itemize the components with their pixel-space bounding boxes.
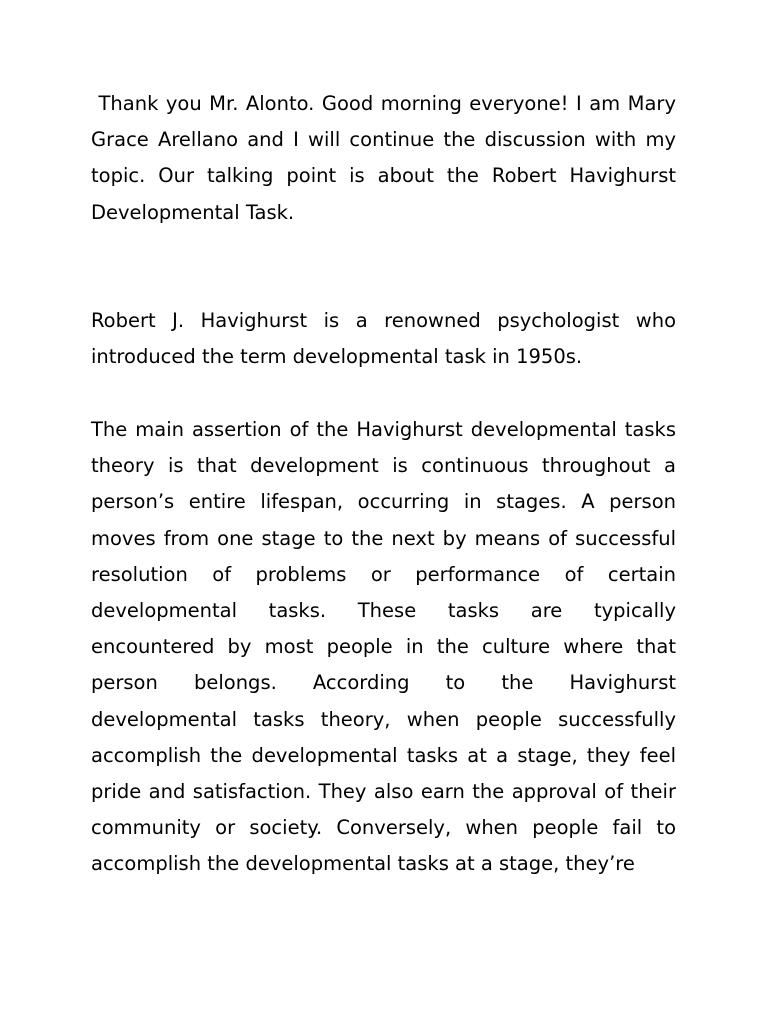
theory-paragraph: The main assertion of the Havighurst developmental tasks theory is that development is continuous throughout a person’s entire lifespan, occurring in stages. A person moves from one stage to the next by means of successful resolution of problems or performance of certain developmental tasks. These tasks are typically encountered by most people in the culture where that person belongs. According to the Havighurst developmental tasks theory, when people successfully accomplish the developmental tasks at a stage, they feel pride and satisfaction. They also earn the approval of their community or society. Conversely, when people fail to accomplish the developmental tasks at a stage, they’re xyxy=(91,418,676,876)
intro-paragraph: Thank you Mr. Alonto. Good morning everyone! I am Mary Grace Arellano and I will continue the discussion with my topic. Our talking point is about the Robert Havighurst Developmental Task. xyxy=(91,92,676,224)
havighurst-intro-paragraph: Robert J. Havighurst is a renowned psychologist who introduced the term developmental task in 1950s. xyxy=(91,309,676,369)
